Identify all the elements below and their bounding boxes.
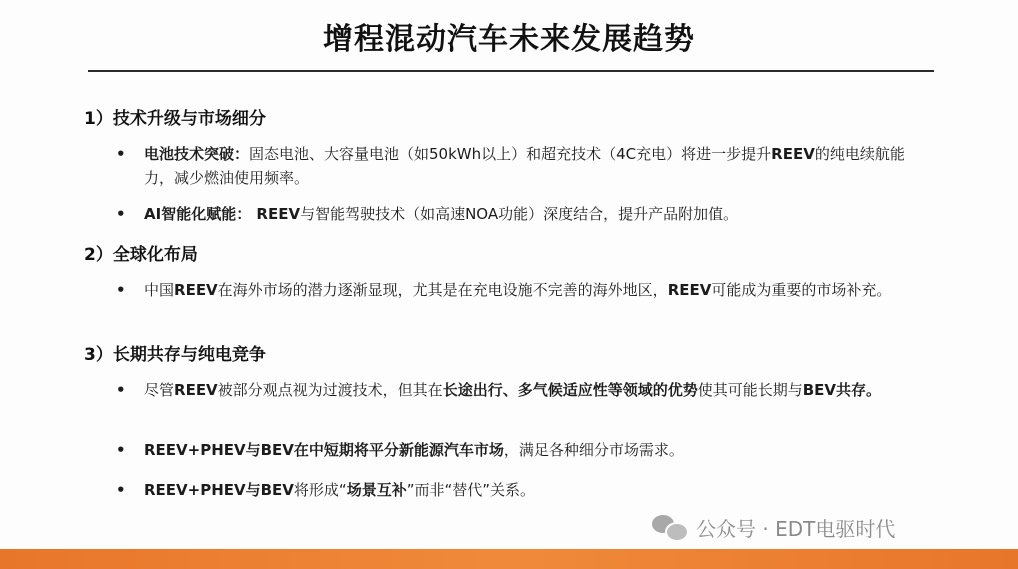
bullet-marker: • [116,381,126,399]
bullet-pre: 尽管 [144,381,175,399]
bullet-text [144,278,916,302]
slide-title: 增程混动汽车未来发展趋势 [323,22,695,57]
bullet-bold: 长途出行、多气候适应性等领域的优势 [442,381,698,399]
bullet-pre: 中国 [144,281,175,299]
bullet-text [144,142,916,190]
footer-bar [0,549,1018,569]
title-divider [88,70,934,72]
bullet-text [144,378,916,402]
bullet-bold: REEV [174,381,218,399]
bullet-text [144,202,916,226]
bullet-bold: REEV [251,205,301,223]
bullet-marker: • [116,481,126,499]
bullet-bold: 场景互补 [346,481,407,499]
bullet-bold: REEV+PHEV与BEV [144,481,294,499]
bullet-bold: REEV [771,145,815,163]
bullet-mid: 使其可能长期与 [697,381,803,399]
bullet-mid: 将形成“ [293,481,347,499]
section-heading-2: 2）全球化布局 [84,245,198,265]
bullet-tail: 的纯电续航能力，减少燃油使用频率。 [144,145,905,187]
section-heading-3: 3）长期共存与纯电竞争 [84,345,266,365]
bullet-tail: 与智能驾驶技术（如高速NOA功能）深度结合，提升产品附加值。 [300,205,739,223]
bullet-marker: • [116,145,126,163]
bullet-marker: • [116,205,126,223]
bullet-marker: • [116,281,126,299]
bullet-tail: 可能成为重要的市场补充。 [711,281,892,299]
bullet-lead: AI智能化赋能： [144,205,252,223]
bullet-tail: ，满足各种细分市场需求。 [503,441,684,459]
bullet-bold: REEV+PHEV与BEV在中短期将平分新能源汽车市场 [144,441,504,459]
bullet-mid: 在海外市场的潜力逐渐显现，尤其是在充电设施不完善的海外地区， [217,281,668,299]
watermark-text: 公众号 · EDT电驱时代 [696,516,896,541]
bullet-text [144,438,916,462]
bullet-text [144,478,916,502]
bullet-lead: 电池技术突破： [144,145,250,163]
watermark [652,511,895,543]
bullet-tail: ”而非“替代”关系。 [406,481,536,499]
section-heading-1: 1）技术升级与市场细分 [84,109,266,129]
bullet-bold: REEV [667,281,712,299]
bullet-marker: • [116,441,126,459]
bullet-mid: 被部分观点视为过渡技术，但其在 [217,381,443,399]
bullet-bold: REEV [174,281,218,299]
wechat-icon [652,513,688,541]
bullet-body: 固态电池、大容量电池（如50kWh以上）和超充技术（4C充电）将进一步提升 [249,145,772,163]
bullet-bold: BEV共存。 [802,381,882,399]
